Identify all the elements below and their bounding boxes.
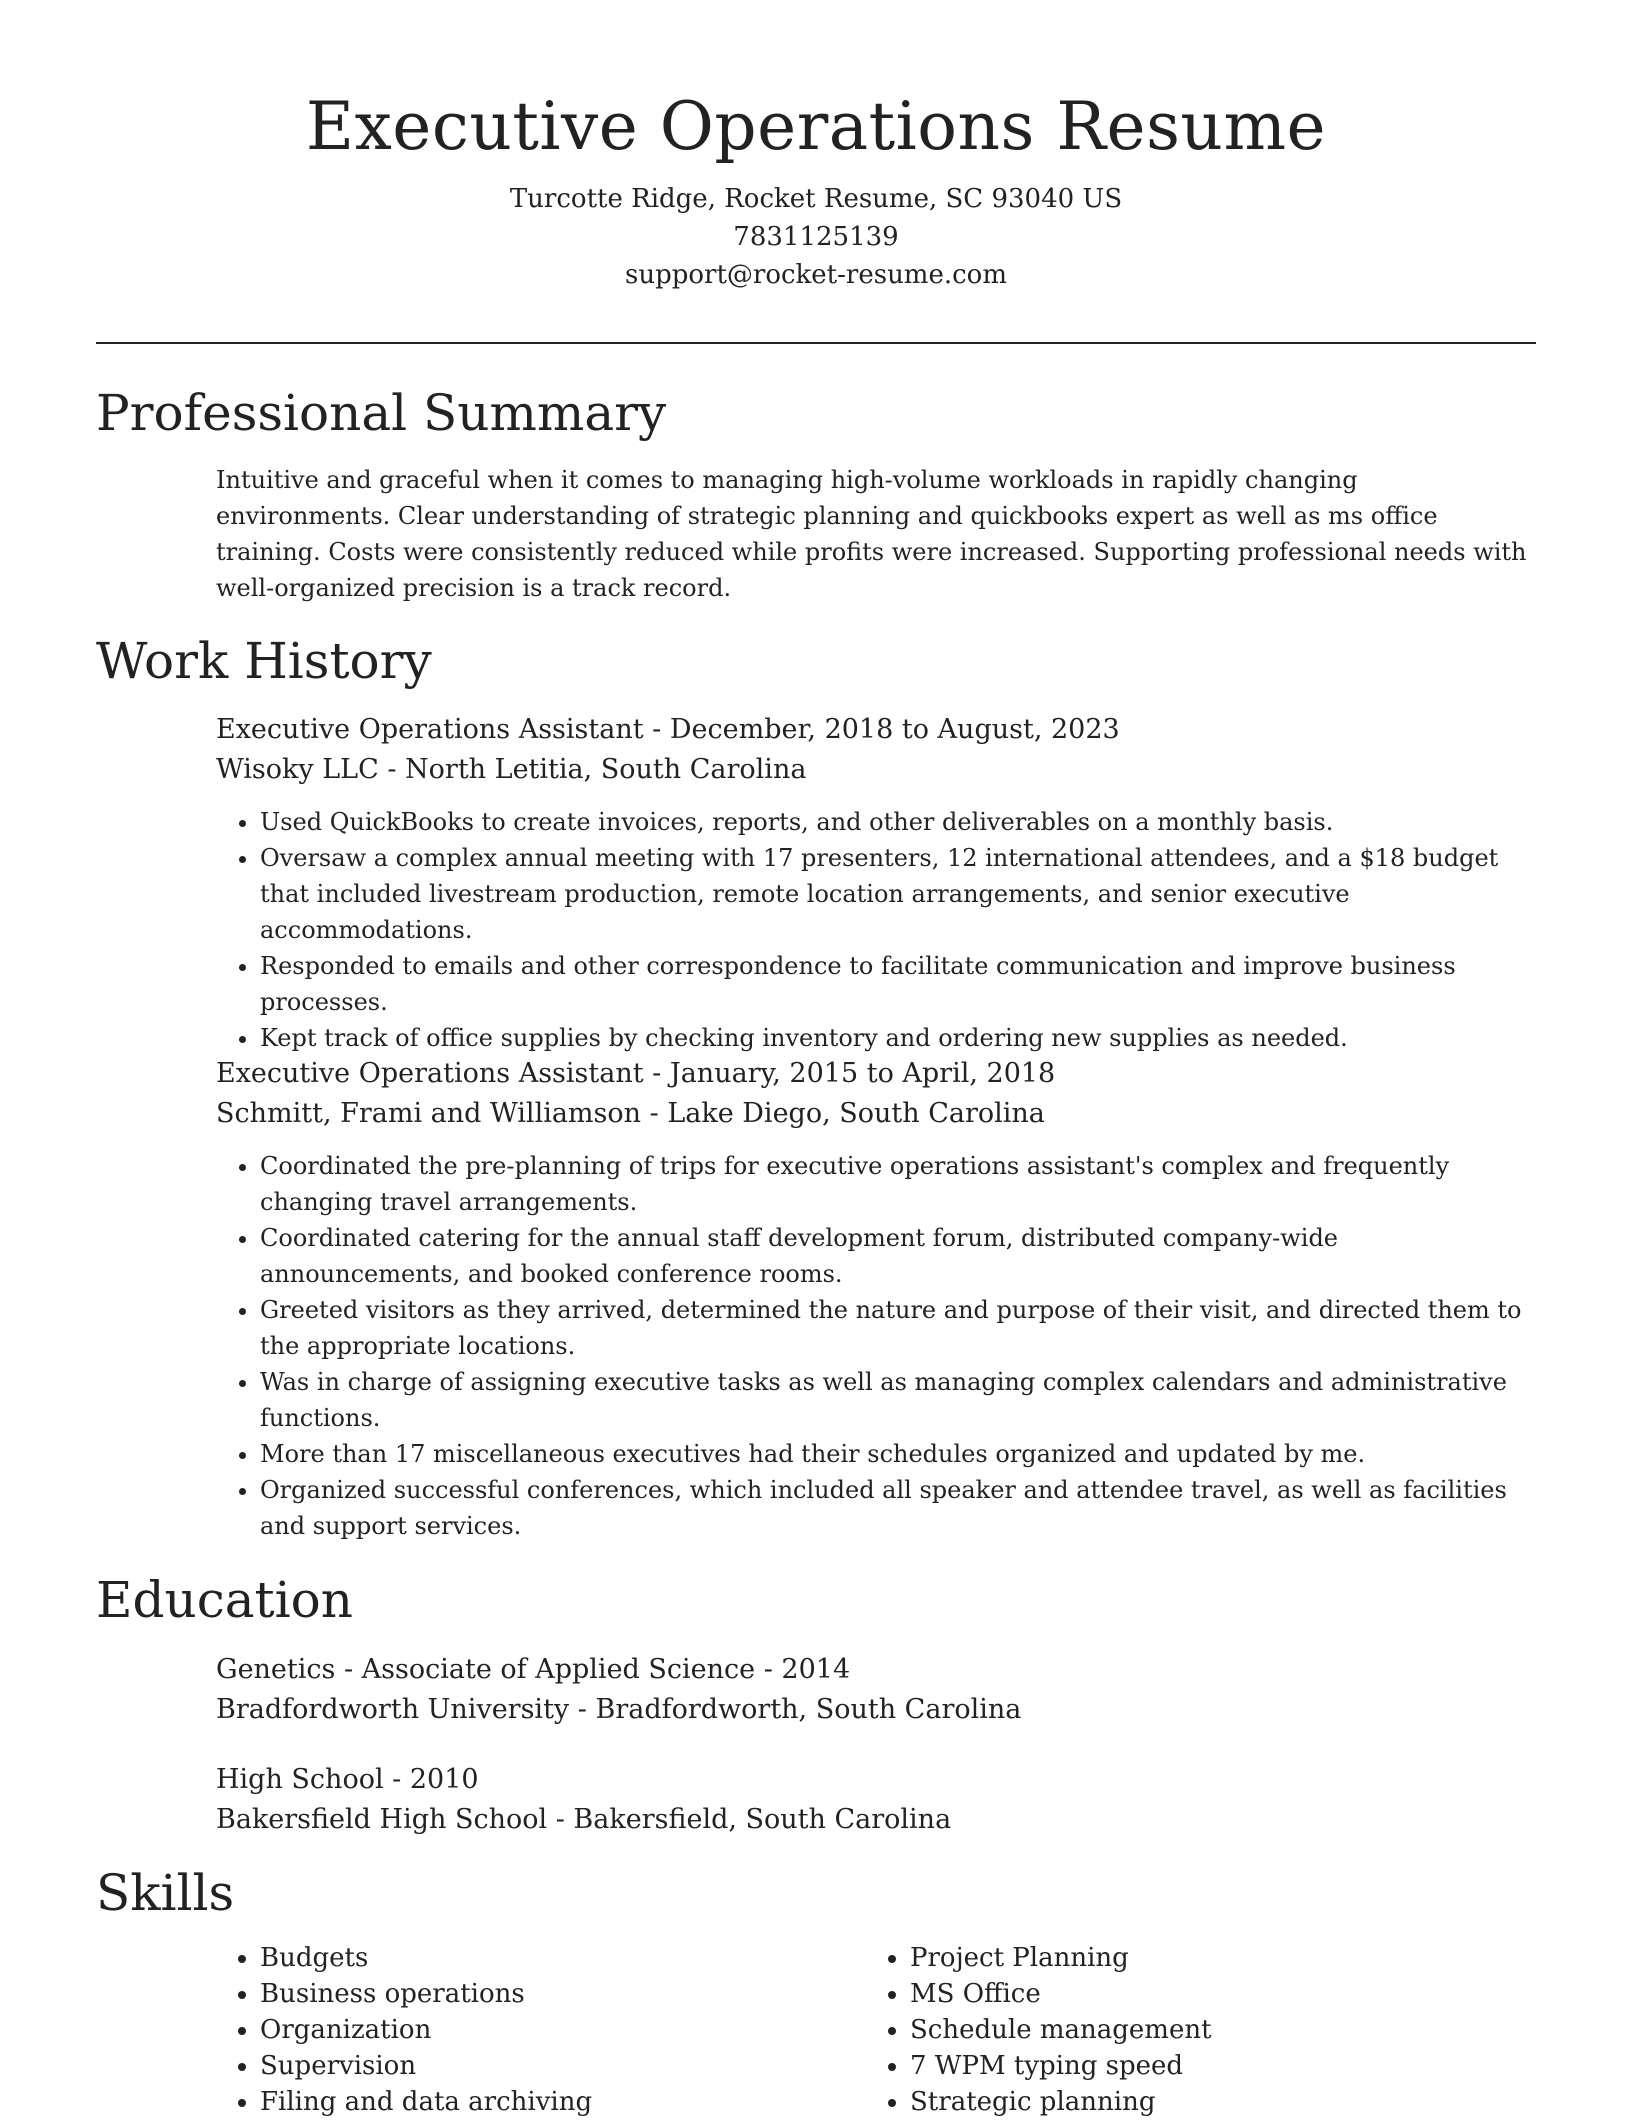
job-bullet: • Responded to emails and other correspondence to facilitate communication and improve business processes.: [260, 948, 1536, 1020]
education-school: Bakersfield High School: [216, 1804, 548, 1835]
skills-column-right: [866, 1940, 1506, 2120]
skill-item: • Filing and data archiving: [260, 2084, 856, 2120]
job-bullets: [216, 1148, 1536, 1544]
education-degree: Genetics - Associate of Applied Science: [216, 1654, 756, 1685]
summary-text: Intuitive and graceful when it comes to managing high-volume workloads in rapidly changing environments. Clear understanding of strategic planning and quickbooks expert as well as ms office training. Costs were consistently reduced while profits were increased. Supporting professional needs with well-organized precision is a track record.: [216, 466, 1527, 602]
contact-phone: 7831125139: [733, 222, 899, 252]
contact-block: [0, 180, 1632, 294]
education-entry: [216, 1650, 1536, 1730]
job-bullet: • Kept track of office supplies by checking inventory and ordering new supplies as needed.: [260, 1020, 1536, 1056]
job-bullet: • Coordinated catering for the annual staff development forum, distributed company-wide announcements, and booked conference rooms.: [260, 1220, 1536, 1292]
resume-header: [0, 82, 1632, 294]
job-company-line: [216, 1094, 1536, 1134]
education-year: - 2010: [383, 1764, 479, 1795]
education-degree-line: [216, 1760, 1536, 1800]
header-divider: [96, 342, 1536, 344]
job-bullet: • Used QuickBooks to create invoices, reports, and other deliverables on a monthly basis.: [260, 804, 1536, 840]
job-title: Executive Operations Assistant: [216, 714, 644, 745]
job-company-line: [216, 750, 1536, 790]
job-company: Schmitt, Frami and Williamson: [216, 1098, 642, 1129]
job-dates: - January, 2015 to April, 2018: [643, 1058, 1056, 1089]
skill-item: • Schedule management: [910, 2012, 1506, 2048]
skill-item: • Organization: [260, 2012, 856, 2048]
job-company: Wisoky LLC: [216, 754, 379, 785]
job-bullet: • More than 17 miscellaneous executives had their schedules organized and updated by me.: [260, 1436, 1536, 1472]
job-title: Executive Operations Assistant: [216, 1058, 644, 1089]
education-year: - 2014: [755, 1654, 851, 1685]
skill-item: • Project Planning: [910, 1940, 1506, 1976]
job-bullet: • Was in charge of assigning executive tasks as well as managing complex calendars and administrative functions.: [260, 1364, 1536, 1436]
job-dates: - December, 2018 to August, 2023: [643, 714, 1120, 745]
skill-item: • Strategic planning: [910, 2084, 1506, 2120]
section-title-work-history: Work History: [96, 632, 432, 690]
job-location: - Lake Diego, South Carolina: [641, 1098, 1045, 1129]
section-title-summary: Professional Summary: [96, 384, 667, 442]
education-school: Bradfordworth University: [216, 1694, 570, 1725]
education-entry: [216, 1760, 1536, 1840]
resume-title: Executive Operations Resume: [305, 88, 1327, 165]
job-title-line: [216, 1054, 1536, 1094]
job-bullet: • Greeted visitors as they arrived, determined the nature and purpose of their visit, and directed them to the appropriate locations.: [260, 1292, 1536, 1364]
job-entry: [216, 1054, 1536, 1544]
skill-item: • Budgets: [260, 1940, 856, 1976]
education-location: - Bradfordworth, South Carolina: [569, 1694, 1022, 1725]
job-entry: [216, 710, 1536, 1056]
education-school-line: [216, 1800, 1536, 1840]
skills-column-left: [216, 1940, 856, 2120]
education-location: - Bakersfield, South Carolina: [547, 1804, 952, 1835]
skill-item: • Supervision: [260, 2048, 856, 2084]
skill-item: • 7 WPM typing speed: [910, 2048, 1506, 2084]
education-school-line: [216, 1690, 1536, 1730]
section-title-skills: Skills: [96, 1864, 235, 1922]
job-title-line: [216, 710, 1536, 750]
section-title-education: Education: [96, 1571, 353, 1629]
contact-address: Turcotte Ridge, Rocket Resume, SC 93040 US: [509, 184, 1123, 214]
education-degree-line: [216, 1650, 1536, 1690]
skill-item: • Business operations: [260, 1976, 856, 2012]
skill-item: • MS Office: [910, 1976, 1506, 2012]
job-bullet: • Organized successful conferences, which included all speaker and attendee travel, as well as facilities and support services.: [260, 1472, 1536, 1544]
education-degree: High School: [216, 1764, 384, 1795]
job-bullet: • Coordinated the pre-planning of trips for executive operations assistant's complex and frequently changing travel arrangements.: [260, 1148, 1536, 1220]
job-location: - North Letitia, South Carolina: [378, 754, 807, 785]
job-bullets: [216, 804, 1536, 1056]
job-bullet: • Oversaw a complex annual meeting with 17 presenters, 12 international attendees, and a $18 budget that included livestream production, remote location arrangements, and senior executive accommodations.: [260, 840, 1536, 948]
contact-email: support@rocket-resume.com: [624, 260, 1007, 290]
